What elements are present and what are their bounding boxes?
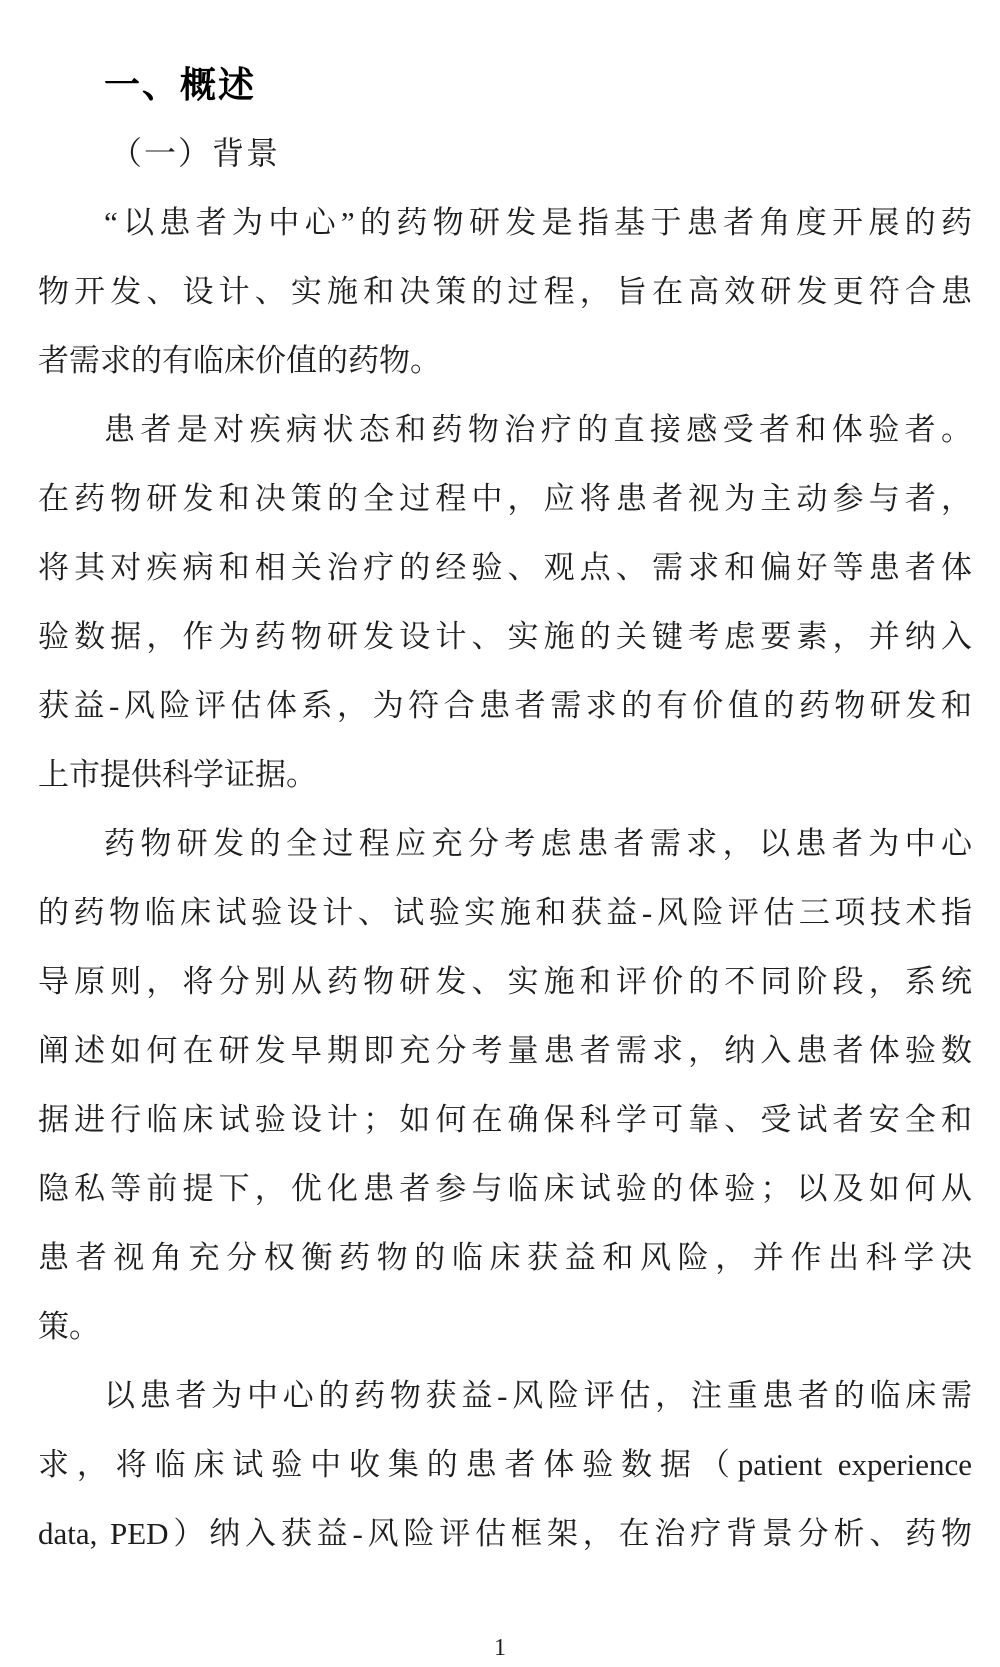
text-line-p2-4: 验数据，作为药物研发设计、实施的关键考虑要素，并纳入 — [38, 619, 972, 654]
text-line-p2-3: 将其对疾病和相关治疗的经验、观点、需求和偏好等患者体 — [38, 550, 972, 585]
subsection-heading: （一）背景 — [110, 135, 281, 171]
text-line-p4-1: 以患者为中心的药物获益-风险评估，注重患者的临床需 — [104, 1378, 972, 1413]
text-line-p3-5: 据进行临床试验设计；如何在确保科学可靠、受试者安全和 — [38, 1102, 972, 1137]
text-line-p2-6: 上市提供科学证据。 — [38, 757, 317, 792]
text-line-p2-2: 在药物研发和决策的全过程中，应将患者视为主动参与者， — [38, 481, 972, 516]
text-line-p3-2: 的药物临床试验设计、试验实施和获益-风险评估三项技术指 — [38, 895, 972, 930]
text-line-p3-7: 患者视角充分权衡药物的临床获益和风险，并作出科学决 — [38, 1240, 972, 1275]
text-line-p2-5: 获益-风险评估体系，为符合患者需求的有价值的药物研发和 — [38, 688, 972, 723]
text-line-p1-1: “以患者为中心”的药物研发是指基于患者角度开展的药 — [104, 205, 972, 240]
page-number: 1 — [494, 1635, 506, 1661]
text-line-p3-8: 策。 — [38, 1309, 100, 1344]
page-content — [38, 50, 972, 1568]
text-line-p1-2: 物开发、设计、实施和决策的过程，旨在高效研发更符合患 — [38, 274, 972, 309]
text-line-p3-3: 导原则，将分别从药物研发、实施和评价的不同阶段，系统 — [38, 964, 972, 999]
text-line-p3-4: 阐述如何在研发早期即充分考量患者需求，纳入患者体验数 — [38, 1033, 972, 1068]
text-line-p1-3: 者需求的有临床价值的药物。 — [38, 343, 441, 378]
section-heading: 一、概述 — [104, 64, 257, 105]
body-paragraphs — [38, 188, 972, 1568]
text-line-p4-3: data, PED）纳入获益-风险评估框架，在治疗背景分析、药物 — [38, 1516, 972, 1551]
text-line-p3-6: 隐私等前提下，优化患者参与临床试验的体验；以及如何从 — [38, 1171, 972, 1206]
text-line-p4-2: 求，将临床试验中收集的患者体验数据（patient experience — [38, 1447, 972, 1482]
text-line-p3-1: 药物研发的全过程应充分考虑患者需求，以患者为中心 — [104, 826, 972, 861]
text-line-p2-1: 患者是对疾病状态和药物治疗的直接感受者和体验者。 — [104, 412, 972, 447]
